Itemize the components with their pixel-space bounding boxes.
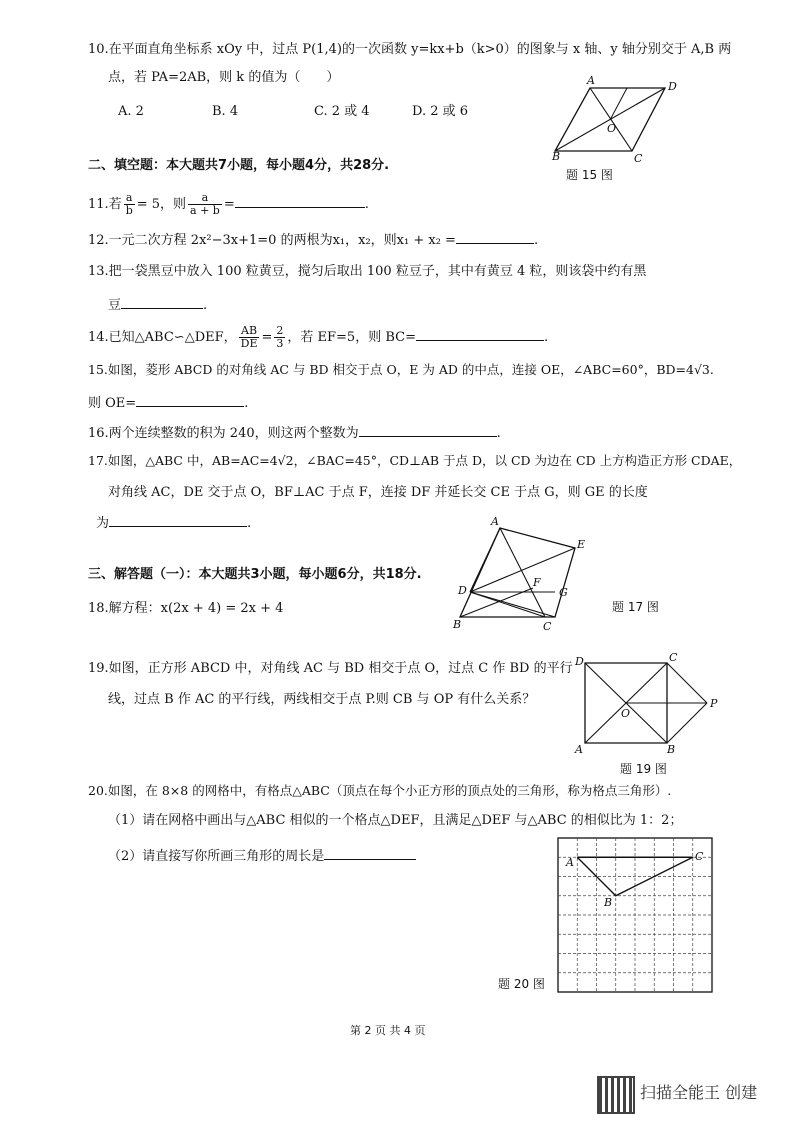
q11	[88, 192, 369, 217]
q11-frac2-num: a	[188, 192, 222, 205]
figure-19	[575, 651, 725, 756]
q17-answer-blank[interactable]	[109, 513, 247, 527]
fig19-label-p: P	[710, 697, 718, 710]
q20-part2-text: （2）请直接写你所画三角形的周长是	[108, 849, 325, 864]
q14-frac2	[274, 325, 285, 350]
fig15-label-d: D	[668, 80, 677, 93]
fig19-label-c: C	[669, 651, 678, 664]
fig17-label-f: F	[533, 576, 541, 589]
q19-line2: 线，过点 B 作 AC 的平行线，两线相交于点 P.则 CB 与 OP 有什么关系？	[108, 692, 536, 707]
q20-line2: （1）请在网格中画出与△ABC 相似的一个格点△DEF，且满足△DEF 与△ABC 的相似比为 1：2；	[108, 813, 683, 828]
q17-line3	[96, 513, 251, 533]
q12-text: 12.一元二次方程 2x²−3x+1=0 的两根为x₁，x₂，则x₁ + x₂ =	[88, 233, 456, 248]
q14-end: .	[543, 330, 549, 345]
q14	[88, 325, 548, 350]
q13-line2	[108, 295, 207, 315]
q11-answer-blank[interactable]	[235, 194, 365, 208]
q13-end: .	[203, 298, 208, 313]
q14-frac2-den: 3	[276, 337, 284, 350]
q17-line2: 对角线 AC，DE 交于点 O，BF⊥AC 于点 F，连接 DF 并延长交 CE 于点 G，则 GE 的长度	[108, 485, 648, 500]
q11-frac1	[124, 192, 135, 217]
q15-prefix: 则 OE=	[88, 396, 137, 411]
fig17-label-e: E	[577, 538, 586, 551]
fig19-label-o: O	[621, 707, 631, 720]
q15-answer-blank[interactable]	[136, 393, 244, 407]
q14-answer-blank[interactable]	[416, 327, 544, 341]
fig19-label-d: D	[575, 655, 584, 668]
q13-line1: 13.把一袋黑豆中放入 100 粒黄豆，搅匀后取出 100 粒豆子，其中有黄豆 4 粒，则该袋中约有黑	[88, 264, 647, 279]
q11-frac2	[188, 192, 222, 217]
fig20-label-c: C	[695, 850, 704, 863]
q14-frac1	[239, 325, 260, 350]
q12	[88, 230, 538, 250]
q15-end: .	[244, 396, 249, 411]
section-3-title: 三、解答题（一）：本大题共3小题，每小题6分，共18分.	[88, 567, 422, 582]
q15-line2	[88, 393, 248, 413]
q10-line1: 10.在平面直角坐标系 xOy 中，过点 P(1,4)的一次函数 y=kx+b（k>0）的图象与 x 轴、y 轴分别交于 A,B 两	[88, 42, 732, 57]
qr-code-icon	[597, 1076, 635, 1114]
q11-eq1: = 5，则	[136, 197, 187, 212]
q10-option-c: C. 2 或 4	[314, 104, 370, 119]
q11-end: .	[364, 197, 369, 212]
q11-prefix: 11.若	[88, 197, 122, 212]
q13-answer-blank[interactable]	[121, 295, 203, 309]
q10-line2: 点，若 PA=2AB，则 k 的值为（ ）	[108, 70, 340, 85]
q10-option-d: D. 2 或 6	[412, 104, 469, 119]
fig20-label-b: B	[604, 896, 613, 909]
q14-frac1-num: AB	[239, 325, 260, 338]
figure-20-grid	[558, 838, 718, 998]
q14-prefix: 14.已知△ABC∽△DEF，	[88, 330, 237, 345]
fig17-caption: 题 17 图	[612, 600, 659, 614]
fig15-label-a: A	[587, 74, 595, 87]
fig17-label-b: B	[453, 618, 462, 631]
q15-line1: 15.如图，菱形 ABCD 的对角线 AC 与 BD 相交于点 O，E 为 AD 的中点，连接 OE，∠ABC=60°，BD=4√3.	[88, 362, 714, 377]
q17-line1: 17.如图，△ABC 中，AB=AC=4√2，∠BAC=45°，CD⊥AB 于点 D，以 CD 为边在 CD 上方构造正方形 CDAE，	[88, 453, 742, 468]
q20-line3	[108, 846, 416, 866]
q14-frac1-den: DE	[240, 337, 258, 350]
fig17-label-a: A	[491, 515, 499, 528]
q12-answer-blank[interactable]	[456, 230, 534, 244]
fig15-label-c: C	[634, 152, 643, 165]
fig20-label-a: A	[566, 856, 574, 869]
fig17-label-c: C	[543, 620, 552, 633]
q18: 18.解方程：x(2x + 4) = 2x + 4	[88, 601, 284, 616]
q14-eq: =	[261, 330, 273, 345]
q10-option-b: B. 4	[212, 104, 239, 119]
q10-option-a: A. 2	[118, 104, 144, 119]
q12-end: .	[533, 233, 539, 248]
q11-eq2: =	[223, 197, 235, 212]
q19-line1: 19.如图，正方形 ABCD 中，对角线 AC 与 BD 相交于点 O，过点 C 作 BD 的平行	[88, 661, 573, 676]
fig19-label-a: A	[575, 743, 583, 756]
q13-word: 豆	[108, 298, 122, 313]
q16-answer-blank[interactable]	[359, 423, 497, 437]
q11-frac2-den: a + b	[190, 204, 220, 217]
q17-end: .	[247, 516, 252, 531]
fig17-label-d: D	[458, 584, 467, 597]
q16-text: 16.两个连续整数的积为 240，则这两个整数为	[88, 426, 359, 441]
figure-17	[453, 515, 595, 635]
q11-frac1-den: b	[125, 204, 133, 217]
fig17-label-g: G	[559, 586, 568, 599]
q17-prefix: 为	[96, 516, 110, 531]
fig15-caption: 题 15 图	[566, 168, 613, 182]
q14-frac2-num: 2	[276, 324, 284, 337]
figure-15	[550, 74, 690, 168]
section-2-title: 二、填空题：本大题共7小题，每小题4分，共28分.	[88, 158, 390, 173]
page-footer: 第 2 页 共 4 页	[350, 1024, 426, 1037]
q16	[88, 423, 501, 443]
q20-line1: 20.如图，在 8×8 的网格中，有格点△ABC（顶点在每个小正方形的顶点处的三角形，称为格点三角形）.	[88, 783, 672, 798]
q11-frac1-num: a	[124, 192, 135, 205]
q14-suffix: ，若 EF=5，则 BC=	[287, 330, 416, 345]
q16-end: .	[496, 426, 501, 441]
fig15-label-b: B	[552, 150, 561, 163]
fig20-caption: 题 20 图	[498, 977, 545, 991]
q20-answer-blank[interactable]	[324, 846, 416, 860]
watermark-text: 扫描全能王 创建	[640, 1083, 758, 1102]
fig19-caption: 题 19 图	[620, 762, 667, 776]
fig15-label-o: O	[607, 122, 617, 135]
fig19-label-b: B	[667, 743, 676, 756]
